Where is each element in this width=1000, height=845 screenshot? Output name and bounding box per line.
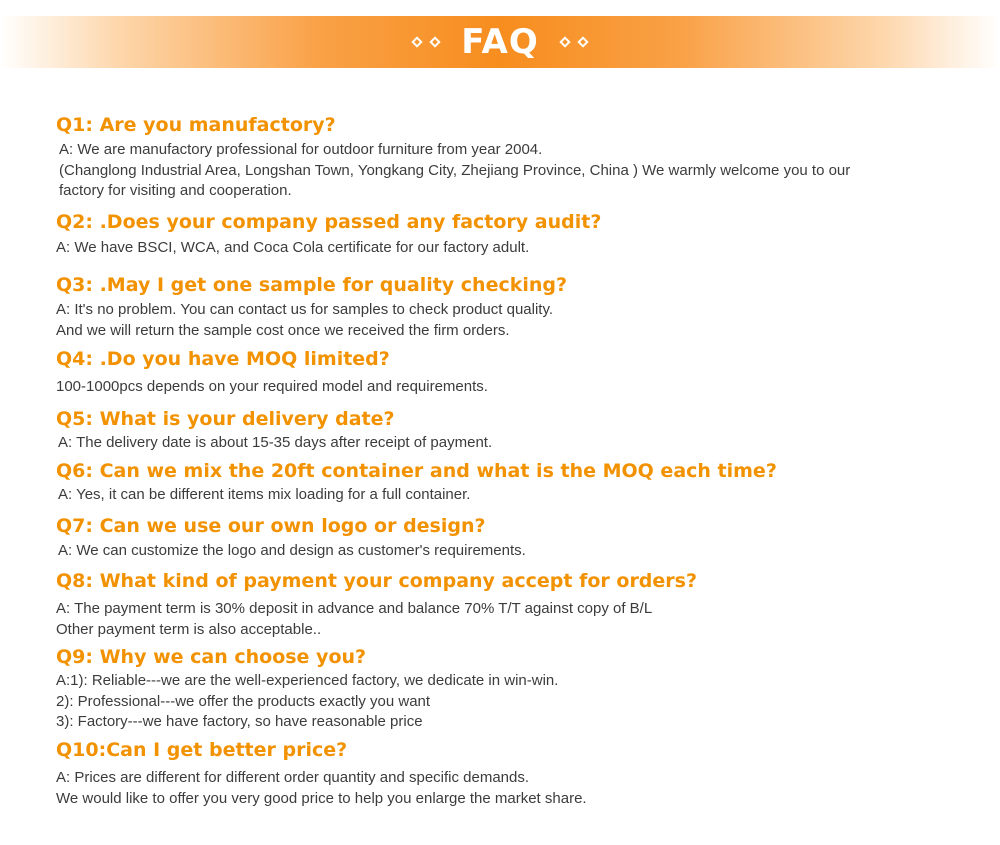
answer-line: A: Yes, it can be different items mix loading for a full container. [58,486,471,503]
faq-question-5: Q5: What is your delivery date? [56,408,395,430]
faq-answer-5 [56,433,492,454]
answer-line: A: The payment term is 30% deposit in advance and balance 70% T/T against copy of B/L [56,600,653,617]
diamond-icon [559,36,570,47]
faq-title: FAQ [461,22,539,62]
answer-line: A: We are manufactory professional for outdoor furniture from year 2004. [59,141,543,158]
faq-question-3: Q3: .May I get one sample for quality checking? [56,274,568,296]
answer-line: A: Prices are different for different order quantity and specific demands. [56,769,530,786]
right-diamonds [561,38,587,46]
answer-line: A: The delivery date is about 15-35 days after receipt of payment. [58,434,493,451]
faq-answer-7 [56,541,526,562]
answer-line: Other payment term is also acceptable.. [56,620,322,638]
faq-banner-content [0,16,1000,68]
answer-line: A: We can customize the logo and design as customer's requirements. [58,542,526,559]
faq-answer-10 [56,768,587,809]
faq-answer-1 [56,140,850,202]
faq-answer-3 [56,300,553,341]
faq-answer-9 [56,671,558,733]
faq-answer-4 [56,377,488,398]
answer-line: 3): Factory---we have factory, so have reasonable price [56,713,423,730]
diamond-icon [577,36,588,47]
faq-question-7: Q7: Can we use our own logo or design? [56,515,486,537]
left-diamonds [413,38,439,46]
answer-line: 100-1000pcs depends on your required model and requirements. [56,378,488,395]
faq-question-10: Q10:Can I get better price? [56,739,348,761]
answer-line: A: It's no problem. You can contact us for samples to check product quality. [56,301,554,318]
answer-line: A:1): Reliable---we are the well-experienced factory, we dedicate in win-win. [56,672,559,689]
faq-answer-8 [56,599,652,640]
answer-line: factory for visiting and cooperation. [59,182,292,199]
faq-banner [0,16,1000,68]
diamond-icon [412,36,423,47]
faq-question-2: Q2: .Does your company passed any factory audit? [56,211,602,233]
answer-line: 2): Professional---we offer the products exactly you want [56,692,431,710]
faq-answer-2 [56,238,529,259]
answer-line: (Changlong Industrial Area, Longshan Town, Yongkang City, Zhejiang Province, China ) We warmly welcome you to our [59,161,851,179]
faq-question-8: Q8: What kind of payment your company accept for orders? [56,570,697,592]
answer-line: We would like to offer you very good price to help you enlarge the market share. [56,789,587,807]
faq-question-1: Q1: Are you manufactory? [56,114,336,136]
faq-question-9: Q9: Why we can choose you? [56,646,367,668]
faq-question-6: Q6: Can we mix the 20ft container and what is the MOQ each time? [56,460,777,482]
answer-line: A: We have BSCI, WCA, and Coca Cola certificate for our factory adult. [56,239,530,256]
faq-answer-6 [56,485,470,506]
diamond-icon [430,36,441,47]
answer-line: And we will return the sample cost once we received the firm orders. [56,321,510,339]
faq-question-4: Q4: .Do you have MOQ limited? [56,348,390,370]
